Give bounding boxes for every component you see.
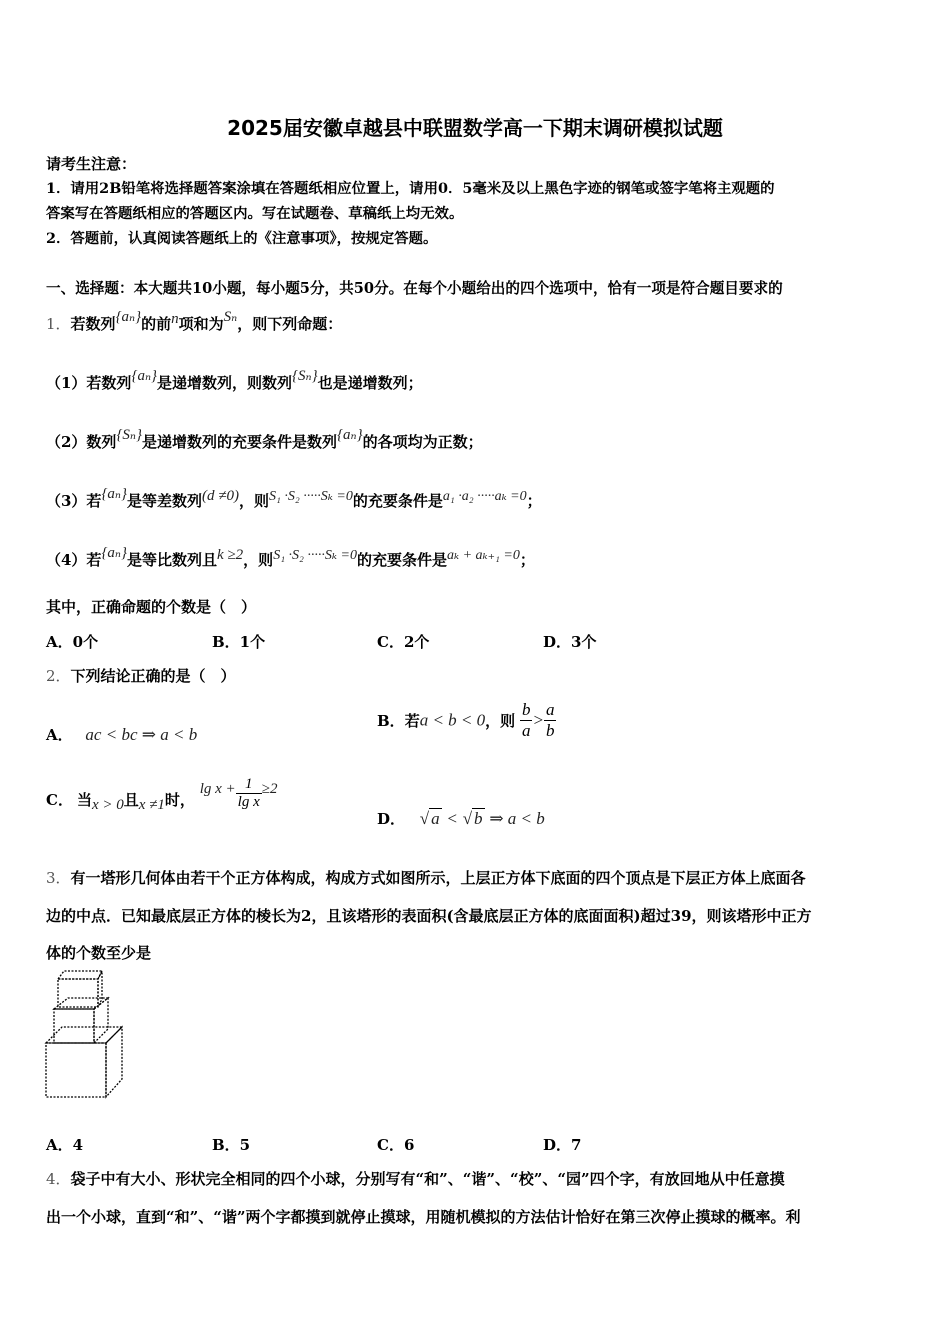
q1-number: 1． [46, 315, 71, 333]
notice-item1-line2: 答案写在答题纸相应的答题区内。写在试题卷、草稿纸上均无效。 [46, 205, 464, 222]
notice-item2: 2．答题前，认真阅读答题纸上的《注意事项》，按规定答题。 [46, 230, 438, 247]
q3-option-b[interactable]: B．5 [212, 1136, 251, 1154]
q2-c-text-1: 当 [76, 791, 92, 809]
q1-proposition-1 [46, 368, 423, 393]
p4-text-e: ； [519, 551, 535, 569]
q3-number: 3． [46, 869, 71, 887]
p1-text-b: 是递增数列，则数列 [157, 374, 293, 392]
p2-math-1: {Sₙ} [116, 427, 143, 443]
p2-math-2: {aₙ} [337, 427, 363, 443]
q2-stem-text: 下列结论正确的是（ ） [70, 667, 236, 685]
q2-a-math: ac < bc ⇒ a < b [85, 725, 198, 744]
q2-d-label: D． [377, 810, 406, 828]
q2-c-math-1: x > 0 [91, 797, 124, 813]
q2-option-d[interactable] [377, 808, 545, 829]
bottom-cube-top [46, 1027, 122, 1043]
p4-math-4: aₖ + aₖ₊₁ =0 [447, 548, 520, 563]
p3-text-b: 是等差数列 [127, 492, 203, 510]
q2-c-math-4: ≥2 [261, 781, 278, 797]
q1-math-n: n [171, 311, 179, 327]
p3-text-d: 的充要条件是 [352, 492, 443, 510]
middle-cube-side [94, 998, 108, 1043]
q4-number: 4． [46, 1170, 71, 1188]
q4-line-1-text: 袋子中有大小、形状完全相同的四个小球，分别写有“和”、“谐”、“校”、“园”四个字，有放回地从中任意摸 [70, 1170, 785, 1188]
p2-text-b: 是递增数列的充要条件是数列 [142, 433, 338, 451]
bottom-cube-side [106, 1027, 122, 1097]
notice-heading: 请考生注意： [46, 155, 137, 173]
q1-text-1: 若数列 [70, 315, 116, 333]
q2-d-lt: < [446, 809, 458, 828]
q2-b-text-2: ，则 [485, 712, 516, 730]
p3-text-a: （3）若 [46, 492, 102, 510]
tower-cubes-figure [40, 965, 130, 1100]
bottom-cube-front [46, 1043, 106, 1097]
q2-c-frac: $\frac{1}{\text{lg x}}$ [237, 776, 260, 810]
q2-b-frac-2: $\frac{a}{b}$ [545, 700, 555, 740]
q2-d-implies: ⇒ a < b [489, 809, 545, 828]
p1-text-c: 也是递增数列； [317, 374, 423, 392]
q1-math-sn: Sₙ [223, 309, 238, 325]
q2-b-math: a < b < 0 [419, 710, 486, 730]
top-cube-top [58, 971, 102, 979]
page-title: 2025届安徽卓越县中联盟数学高一下期末调研模拟试题 [227, 116, 723, 140]
p2-text-a: （2）数列 [46, 433, 117, 451]
section-heading: 一、选择题：本大题共10小题，每小题5分，共50分。在每个小题给出的四个选项中，恰有一项是符合题目要求的 [46, 280, 783, 297]
top-cube-front [58, 979, 98, 1007]
p4-math-1: {aₙ} [101, 545, 128, 561]
q2-c-math-3: lg x + [199, 781, 236, 797]
p3-math-3: S₁ ·S₂ ·····Sₖ =0 [269, 489, 353, 504]
p1-math-1: {aₙ} [131, 368, 158, 384]
q3-option-a[interactable]: A．4 [46, 1136, 84, 1154]
p3-math-1: {aₙ} [101, 486, 128, 502]
q2-option-a[interactable] [46, 724, 197, 745]
p4-text-b: 是等比数列且 [127, 551, 218, 569]
q2-c-text-2: 且 [123, 791, 139, 809]
p4-math-3: S₁ ·S₂ ·····Sₖ =0 [273, 548, 357, 563]
q2-stem [46, 665, 236, 686]
q2-c-text-3: 时， [164, 791, 195, 809]
p4-math-2: k ≥2 [217, 547, 244, 563]
q2-d-sqrt-a: √ a [419, 809, 440, 828]
q3-line-1 [46, 867, 806, 888]
q2-c-label: C． [46, 791, 73, 809]
q1-text-3: 项和为 [178, 315, 224, 333]
q1-text-2: 的前 [141, 315, 172, 333]
middle-cube-front [54, 1009, 94, 1043]
q2-number: 2． [46, 667, 71, 685]
q3-option-c[interactable]: C．6 [377, 1136, 415, 1154]
q1-proposition-3 [46, 486, 542, 511]
p1-math-2: {Sₙ} [292, 368, 318, 384]
p3-math-4: a₁ ·a₂ ·····aₖ =0 [442, 489, 527, 504]
notice-item1-line1: 1．请用2B铅笔将选择题答案涂填在答题纸相应位置上，请用0．5毫米及以上黑色字迹的钢笔或签字笔将主观题的 [46, 180, 775, 197]
q1-ask: 其中，正确命题的个数是（ ） [46, 598, 257, 616]
p3-text-c: ，则 [239, 492, 270, 510]
q2-option-b[interactable] [377, 700, 556, 741]
q4-line-1 [46, 1168, 785, 1189]
q2-a-label: A． [46, 726, 73, 744]
p4-text-d: 的充要条件是 [356, 551, 447, 569]
p1-text-a: （1）若数列 [46, 374, 132, 392]
q3-line-3: 体的个数至少是 [46, 944, 152, 962]
q4-line-2: 出一个小球，直到“和”、“谐”两个字都摸到就停止摸球，用随机模拟的方法估计恰好在第三次停止摸球的概率。利 [46, 1208, 801, 1226]
q1-option-d[interactable]: D．3个 [543, 633, 597, 651]
q3-line-2: 边的中点．已知最底层正方体的棱长为2，且该塔形的表面积(含最底层正方体的底面面积)超过39，则该塔形中正方 [46, 907, 812, 925]
q1-option-a[interactable]: A．0个 [46, 633, 99, 651]
p3-math-2: (d ≠0) [202, 488, 240, 504]
q1-proposition-2 [46, 427, 483, 452]
q3-option-d[interactable]: D．7 [543, 1136, 582, 1154]
q1-option-c[interactable]: C．2个 [377, 633, 430, 651]
p2-text-c: 的各项均为正数； [362, 433, 483, 451]
q3-line-1-text: 有一塔形几何体由若干个正方体构成，构成方式如图所示，上层正方体下底面的四个顶点是下层正方体上底面各 [70, 869, 806, 887]
q1-stem [46, 309, 343, 334]
p4-text-c: ，则 [243, 551, 274, 569]
q2-b-label: B． [377, 712, 405, 730]
p4-text-a: （4）若 [46, 551, 102, 569]
q2-option-c[interactable] [46, 776, 278, 817]
q1-text-4: ，则下列命题： [237, 315, 343, 333]
q1-option-b[interactable]: B．1个 [212, 633, 266, 651]
q2-b-text-1: 若 [404, 712, 420, 730]
p3-text-e: ； [526, 492, 542, 510]
q2-c-math-2: x ≠1 [138, 797, 165, 813]
q2-b-frac-1: $\frac{b}{a}$ [521, 700, 531, 740]
q1-math-an: {aₙ} [115, 309, 142, 325]
q1-proposition-4 [46, 545, 535, 570]
q2-b-gt: > [532, 710, 544, 730]
q2-d-sqrt-b: √ b [462, 809, 483, 828]
